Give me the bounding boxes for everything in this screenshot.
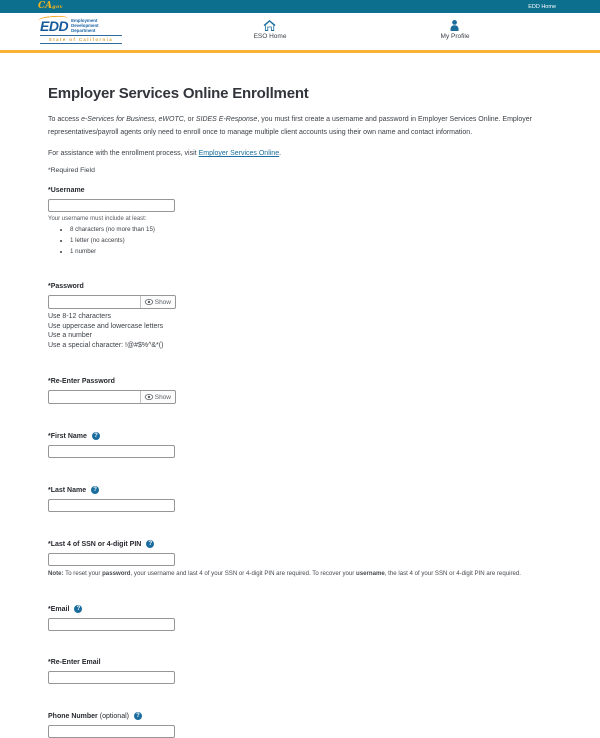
reenter-password-label: *Re-Enter Password bbox=[48, 378, 115, 385]
edd-logo[interactable] bbox=[40, 18, 122, 44]
intro-paragraph: To access e-Services for Business, eWOTC, or SIDES E-Response, you must first create a username and password in Employer Services Online. Employer representatives/payroll agents only need to enroll once to manage multiple client accounts using their own name and contact information. bbox=[48, 116, 532, 136]
reenter-password-group bbox=[48, 378, 560, 404]
last-name-input[interactable] bbox=[48, 499, 175, 512]
edd-logo-department-text: Employment Development Department bbox=[71, 18, 99, 33]
home-icon bbox=[264, 19, 276, 31]
last-name-help-icon[interactable]: ? bbox=[91, 486, 99, 494]
email-label: *Email ? bbox=[48, 605, 560, 613]
password-input[interactable] bbox=[49, 296, 140, 308]
reenter-email-input[interactable] bbox=[48, 671, 175, 684]
assistance-text: For assistance with the enrollment process, visit Employer Services Online. bbox=[48, 150, 282, 157]
email-input[interactable] bbox=[48, 618, 175, 631]
edd-logo-tagline: State of California bbox=[40, 35, 122, 44]
username-requirement: • 1 letter (no accents) bbox=[70, 237, 560, 244]
eye-icon bbox=[145, 299, 153, 305]
required-field-note: *Required Field bbox=[48, 167, 95, 174]
nav-my-profile[interactable] bbox=[441, 19, 470, 40]
reenter-password-show-button[interactable]: Show bbox=[140, 391, 175, 403]
email-group bbox=[48, 605, 560, 631]
username-label: *Username bbox=[48, 187, 85, 194]
site-header bbox=[0, 13, 600, 53]
first-name-help-icon[interactable]: ? bbox=[92, 432, 100, 440]
password-rule: Use 8-12 characters bbox=[48, 313, 112, 320]
main-content bbox=[0, 85, 600, 738]
ssn-pin-help-icon[interactable]: ? bbox=[146, 540, 154, 548]
username-requirement: • 1 number bbox=[70, 248, 560, 255]
eye-icon bbox=[145, 394, 153, 400]
ca-gov-logo-gov: gov bbox=[52, 3, 63, 10]
password-rule: Use a number bbox=[48, 332, 92, 339]
ca-gov-logo-ca: CA bbox=[38, 0, 53, 11]
phone-label: Phone Number (optional) ? bbox=[48, 712, 560, 720]
password-input-wrap bbox=[48, 295, 176, 309]
ssn-pin-label: *Last 4 of SSN or 4-digit PIN ? bbox=[48, 540, 560, 548]
email-help-icon[interactable]: ? bbox=[74, 605, 82, 613]
edd-home-link[interactable]: EDD Home bbox=[528, 3, 556, 10]
password-group bbox=[48, 283, 560, 350]
password-rules bbox=[48, 312, 560, 350]
username-requirement: • 8 characters (no more than 15) bbox=[70, 226, 560, 233]
reenter-password-input-wrap bbox=[48, 390, 176, 404]
first-name-input[interactable] bbox=[48, 445, 175, 458]
username-group bbox=[48, 187, 560, 255]
ca-gov-logo[interactable] bbox=[38, 1, 63, 13]
ssn-pin-input[interactable] bbox=[48, 553, 175, 566]
first-name-label: *First Name ? bbox=[48, 432, 560, 440]
phone-help-icon[interactable]: ? bbox=[134, 712, 142, 720]
reenter-password-input[interactable] bbox=[49, 391, 140, 403]
reenter-email-group bbox=[48, 659, 560, 684]
password-rule: Use a special character: !@#$%^&*() bbox=[48, 341, 164, 349]
nav-eso-home-label: ESO Home bbox=[253, 33, 287, 40]
phone-input[interactable] bbox=[48, 725, 175, 738]
page-title: Employer Services Online Enrollment bbox=[48, 85, 309, 102]
reenter-email-label: *Re-Enter Email bbox=[48, 659, 101, 666]
password-label: *Password bbox=[48, 283, 84, 290]
phone-group bbox=[48, 712, 560, 738]
nav-my-profile-label: My Profile bbox=[440, 33, 470, 40]
ssn-pin-group bbox=[48, 540, 560, 577]
password-show-button[interactable]: Show bbox=[140, 296, 175, 308]
person-icon bbox=[450, 19, 460, 31]
username-requirements bbox=[70, 226, 560, 255]
first-name-group bbox=[48, 432, 560, 458]
edd-logo-wordmark: EDD bbox=[40, 19, 68, 33]
last-name-group bbox=[48, 486, 560, 512]
last-name-label: *Last Name ? bbox=[48, 486, 560, 494]
username-hint-title: Your username must include at least: bbox=[48, 216, 147, 222]
ssn-pin-note: Note: To reset your password, your username and last 4 of your SSN or 4-digit PIN are required. To recover your username, the last 4 of your SSN or 4-digit PIN are required. bbox=[48, 570, 521, 577]
employer-services-online-link[interactable]: Employer Services Online bbox=[198, 150, 280, 157]
username-input[interactable] bbox=[48, 199, 175, 212]
nav-eso-home[interactable] bbox=[254, 19, 287, 40]
utility-bar bbox=[0, 0, 600, 13]
password-rule: Use uppercase and lowercase letters bbox=[48, 322, 164, 330]
